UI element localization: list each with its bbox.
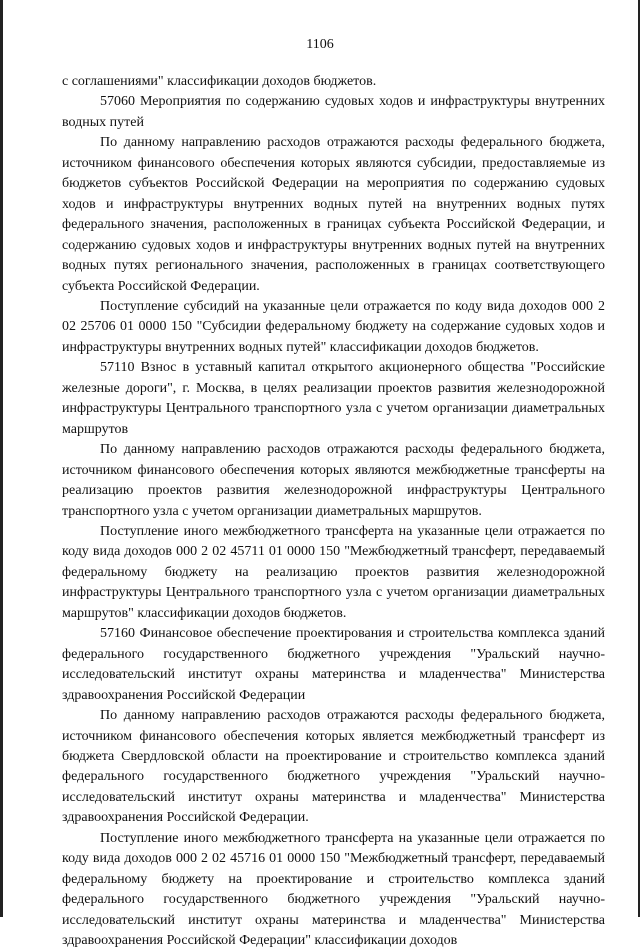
paragraph-continuation: с соглашениями" классификации доходов бюджетов. — [62, 74, 377, 89]
paragraph-expenses-57060: По данному направлению расходов отражаются расходы федерального бюджета, источником финансового обеспечения которых являются субсидии, предоставляемые из бюджетов субъектов Российской Федерации на мероприятия по содержанию судовых ходов и инфраструктуры внутренних водных путей на внутренних водных путях федерального значения, расположенных в границах субъекта Российской Федерации, и содержанию судовых ходов и инфраструктуры внутренних водных путей на внутренних водных путях регионального значения, расположенных в границах соответствующего субъекта Российской Федерации. — [62, 135, 605, 294]
paragraph-revenue-57060: Поступление субсидий на указанные цели отражается по коду вида доходов 000 2 02 25706 01 0000 150 "Субсидии федеральному бюджету на содержание судовых ходов и инфраструктуры внутренних водных путей" классификации доходов бюджетов. — [62, 298, 605, 355]
section-heading-57110: 57110 Взнос в уставный капитал открытого акционерного общества "Российские железные дороги", г. Москва, в целях реализации проектов развития железнодорожной инфраструктуры Центрального транспортного узла с учетом организации диаметральных маршрутов — [62, 360, 605, 437]
page-number: 1106 — [306, 37, 334, 52]
document-body — [62, 72, 605, 951]
scan-border-left — [0, 0, 3, 917]
paragraph-expenses-57110: По данному направлению расходов отражаются расходы федерального бюджета, источником финансового обеспечения которых являются межбюджетные трансферты на реализацию проектов развития железнодорожной инфраструктуры Центрального транспортного узла с учетом организации диаметральных маршрутов. — [62, 442, 605, 519]
paragraph-revenue-57160: Поступление иного межбюджетного трансферта на указанные цели отражается по коду вида доходов 000 2 02 45716 01 0000 150 "Межбюджетный трансферт, передаваемый федеральному бюджету на проектирование и строительство комплекса зданий федерального государственного бюджетного учреждения "Уральский научно-исследовательский институт охраны материнства и младенчества" Министерства здравоохранения Российской Федерации" классификации доходов — [62, 830, 605, 949]
paragraph-revenue-57110: Поступление иного межбюджетного трансферта на указанные цели отражается по коду вида доходов 000 2 02 45711 01 0000 150 "Межбюджетный трансферт, передаваемый федеральному бюджету на реализацию проектов развития железнодорожной инфраструктуры Центрального транспортного узла с учетом организации диаметральных маршрутов" классификации доходов бюджетов. — [62, 523, 605, 621]
paragraph-expenses-57160: По данному направлению расходов отражаются расходы федерального бюджета, источником финансового обеспечения которых является межбюджетный трансферт из бюджета Свердловской области на проектирование и строительство комплекса зданий федерального государственного бюджетного учреждения "Уральский научно-исследовательский институт охраны материнства и младенчества" Министерства здравоохранения Российской Федерации. — [62, 708, 605, 826]
section-heading-57060: 57060 Мероприятия по содержанию судовых ходов и инфраструктуры внутренних водных путей — [62, 94, 605, 130]
section-heading-57160: 57160 Финансовое обеспечение проектирования и строительства комплекса зданий федерального государственного бюджетного учреждения "Уральский научно-исследовательский институт охраны материнства и младенчества" Министерства здравоохранения Российской Федерации — [62, 626, 605, 703]
